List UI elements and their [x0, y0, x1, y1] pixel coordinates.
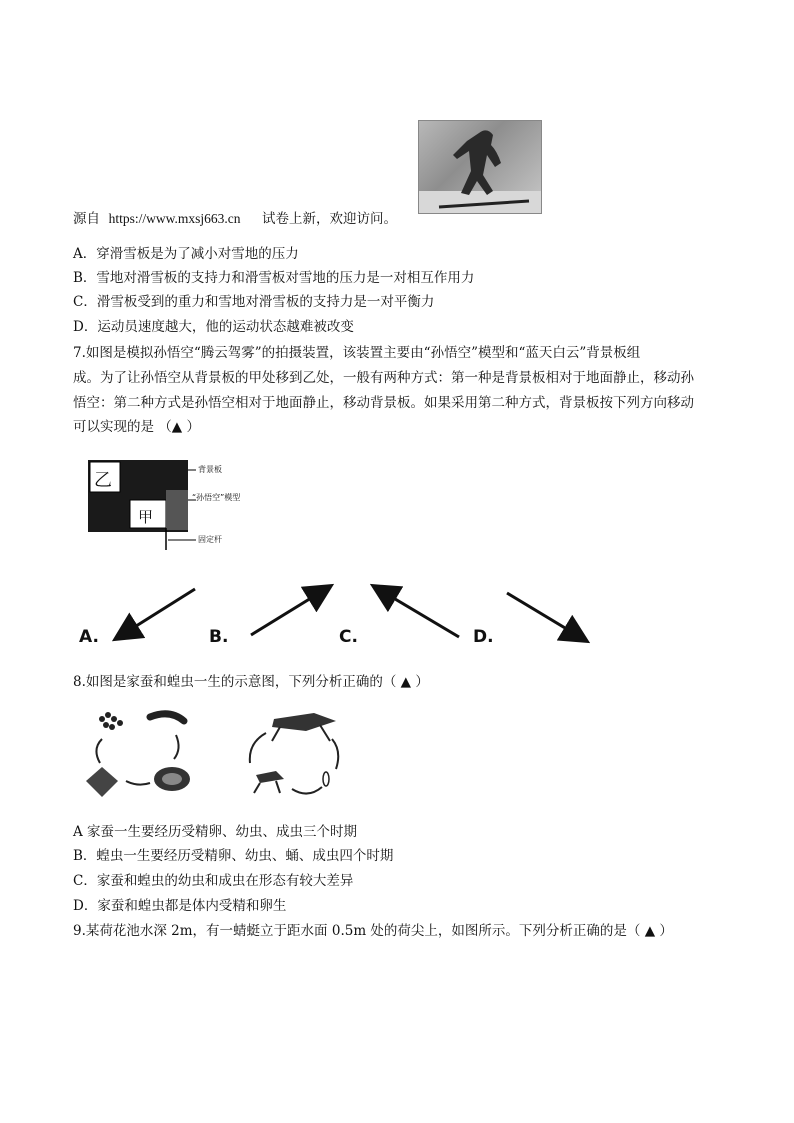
q8-option-c: C．家蚕和蝗虫的幼虫和成虫在形态有较大差异	[73, 873, 354, 889]
fig7-model-label: “孙悟空”模型	[192, 493, 241, 502]
arrow-a	[117, 589, 195, 638]
q8-option-b: B．蝗虫一生要经历受精卵、幼虫、蛹、成虫四个时期	[73, 848, 394, 864]
arrow-b	[251, 587, 329, 635]
skier-photo	[418, 120, 542, 214]
arrow-c	[375, 587, 459, 637]
q8-stem: 8.如图是家蚕和蝗虫一生的示意图，下列分析正确的（ ▲ ）	[73, 674, 429, 690]
fig7-yi-label: 乙	[94, 470, 112, 491]
q9-stem: 9.某荷花池水深 2m，有一蜻蜓立于距水面 0.5m 处的荷尖上，如图所示。下列分析正确的是（ ▲ ）	[73, 923, 673, 939]
q6-option-d: D．运动员速度越大，他的运动状态越难被改变	[73, 319, 354, 335]
q7-arrow-options	[73, 565, 613, 655]
arrow-option-a: A.	[79, 627, 99, 647]
q7-stem-line-2: 成。为了让孙悟空从背景板的甲处移到乙处，一般有两种方式：第一种是背景板相对于地面静止，移动孙	[73, 370, 694, 386]
arrow-option-b: B.	[209, 627, 229, 647]
source-line: 源自 https://www.mxsj663.cn 试卷上新，欢迎访问。	[73, 211, 397, 227]
q7-stem-line-4: 可以实现的是 （▲ ）	[73, 419, 200, 435]
q6-option-c: C．滑雪板受到的重力和雪地对滑雪板的支持力是一对平衡力	[73, 294, 435, 310]
fig7-jia-label: 甲	[138, 508, 154, 526]
q7-setup-figure	[88, 460, 248, 550]
arrow-option-c: C.	[339, 627, 358, 647]
fig7-rod-label: 固定杆	[198, 535, 222, 544]
q6-option-a: A．穿滑雪板是为了减小对雪地的压力	[73, 246, 299, 262]
q8-lifecycle-figure	[80, 705, 350, 815]
source-url[interactable]: https://www.mxsj663.cn	[108, 211, 241, 226]
arrow-option-d: D.	[473, 627, 494, 647]
q7-stem-line-1: 7.如图是模拟孙悟空“腾云驾雾”的拍摄装置，该装置主要由“孙悟空”模型和“蓝天白云”背景板组	[73, 345, 641, 361]
q8-option-a: A 家蚕一生要经历受精卵、幼虫、成虫三个时期	[73, 824, 358, 840]
fig7-board-label: 背景板	[198, 465, 222, 474]
q6-option-b: B．雪地对滑雪板的支持力和滑雪板对雪地的压力是一对相互作用力	[73, 270, 475, 286]
q8-option-d: D．家蚕和蝗虫都是体内受精和卵生	[73, 898, 287, 914]
arrow-d	[507, 593, 585, 640]
q7-stem-line-3: 悟空：第二种方式是孙悟空相对于地面静止，移动背景板。如果采用第二种方式，背景板按下列方向移动	[73, 395, 694, 411]
